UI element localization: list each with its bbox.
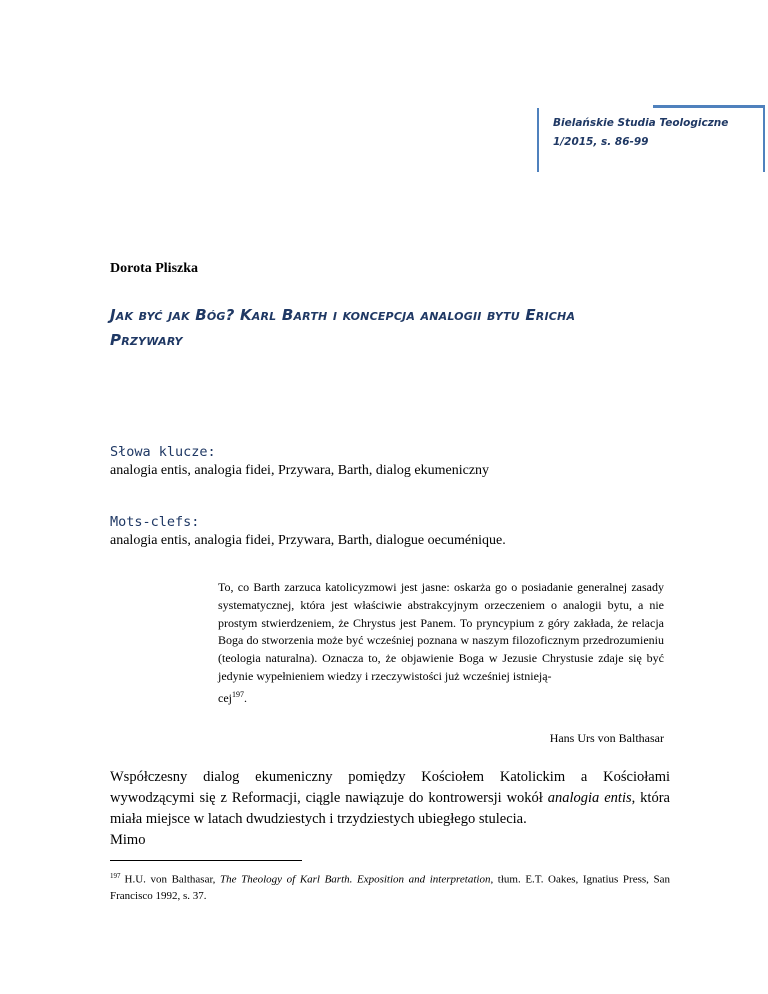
article-title-line-2: Przywary — [110, 331, 183, 349]
journal-info-box — [537, 108, 765, 172]
epigraph-end: . — [244, 690, 247, 705]
body-text-part-2: , która miała miejsce w latach dwudziestych i trzydziestych ubiegłego stulecia. — [110, 790, 670, 827]
article-title — [110, 303, 670, 353]
epigraph-author: Hans Urs von Balthasar — [549, 731, 664, 745]
body-text-part-1: Współczesny dialog ekumeniczny pomiędzy Kościołem Katolickim a Kościołami wywodzącymi się z Reformacji, ciągle nawiązuje do kontrowersji wokół — [110, 769, 670, 806]
footnote-divider — [110, 860, 302, 861]
journal-name: Bielańskie Studia Teologiczne — [553, 117, 729, 129]
footnote-number: 197 — [110, 872, 121, 880]
body-italic-term: analogia entis — [547, 790, 632, 806]
epigraph-text: To, co Barth zarzuca katolicyzmowi jest jasne: oskarża go o posiadanie generalnej zasady systematycznej, która jest właściwie abstrakcyjnym orzeczeniem o analogii bytu, a nie prostym stwierdzeniem, że Chrystus jest Panem. To pryncypium z góry zakłada, że relacja Boga do stworzenia może być wcześniej poznana w naszym filozoficznym przedrozumieniu (teologia naturalna). Oznacza to, że objawienie Boga w Jezusie Chrystusie zdaje się być jedynie wypełnieniem wiedzy i rzeczywistości już wcześniej istnieją- — [218, 580, 664, 683]
footnote-book-title: The Theology of Karl Barth. Exposition and interpretation — [220, 873, 491, 886]
journal-issue: 1/2015, s. 86-99 — [553, 136, 649, 148]
keywords-pl-heading: Słowa klucze: — [110, 444, 216, 460]
keywords-pl-text: analogia entis, analogia fidei, Przywara, Barth, dialog ekumeniczny — [110, 463, 490, 478]
body-paragraph — [110, 767, 670, 851]
footnote-text-1: H.U. von Balthasar, — [124, 873, 221, 886]
footnote — [110, 868, 670, 904]
author-name: Dorota Pliszka — [110, 261, 199, 276]
keywords-fr-text: analogia entis, analogia fidei, Przywara, Barth, dialogue oecuménique. — [110, 533, 506, 548]
epigraph-last: cej — [218, 690, 232, 705]
footnote-ref[interactable]: 197 — [232, 689, 244, 699]
body-text-last: Mimo — [110, 832, 146, 848]
epigraph-quote — [218, 579, 664, 708]
article-title-line-1: Jak być jak Bóg? Karl Barth i koncepcja analogii bytu Ericha — [110, 306, 576, 324]
keywords-fr-heading: Mots-clefs: — [110, 514, 200, 530]
footnote-text-2: , tłum. E.T. Oakes, Ignatius Press, San Francisco 1992, s. 37. — [110, 873, 670, 902]
